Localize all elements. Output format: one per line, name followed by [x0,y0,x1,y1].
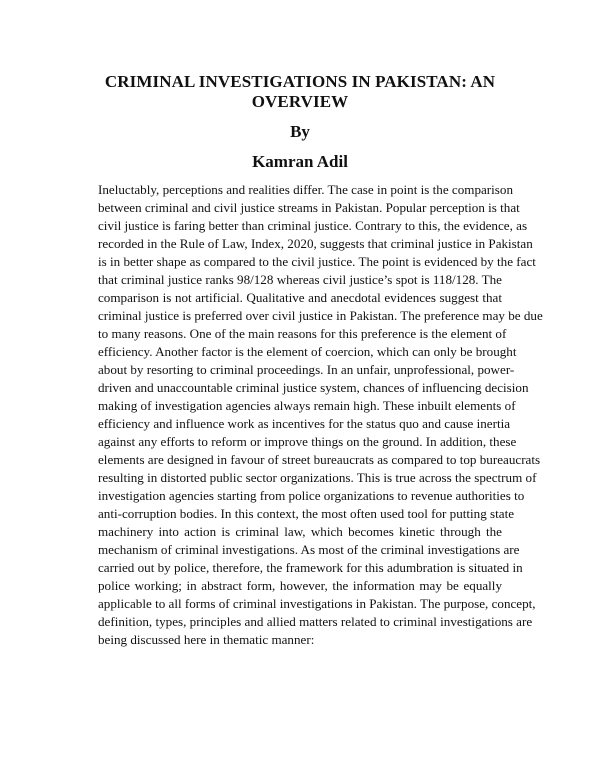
body-paragraph [98,181,543,649]
paragraph-line: Ineluctably, perceptions and realities differ. The case in point is the comparison [98,182,513,197]
paragraph-line: comparison is not artificial. Qualitative and anecdotal evidences suggest that [98,290,502,305]
document-title: CRIMINAL INVESTIGATIONS IN PAKISTAN: AN OVERVIEW [104,72,496,111]
paragraph-line: efficiency and influence work as incentives for the status quo and cause inertia [98,416,511,431]
paragraph-line: anti-corruption bodies. In this context, the most often used tool for putting state [98,506,515,521]
paragraph-line: making of investigation agencies always remain high. These inbuilt elements of [98,398,516,413]
paragraph-line: recorded in the Rule of Law, Index, 2020, suggests that criminal justice in Pakistan [98,236,533,251]
paragraph-line: machinery into action is criminal law, which becomes kinetic through the [98,524,502,539]
paragraph-line: being discussed here in thematic manner: [98,632,315,647]
paragraph-line: investigation agencies starting from police organizations to revenue authorities to [98,488,525,503]
paragraph-line: mechanism of criminal investigations. As most of the criminal investigations are [98,542,520,557]
paragraph-line: elements are designed in favour of street bureaucrats as compared to top bureaucrats [98,452,541,467]
paragraph-line: efficiency. Another factor is the element of coercion, which can only be brought [98,344,517,359]
paragraph-line: to many reasons. One of the main reasons for this preference is the element of [98,326,507,341]
paragraph-line: criminal justice is preferred over civil justice in Pakistan. The preference may be due [98,308,543,323]
paragraph-line: about by resorting to criminal proceedings. In an unfair, unprofessional, power- [98,362,515,377]
paragraph-line: is in better shape as compared to the civil justice. The point is evidenced by the fact [98,254,536,269]
paragraph-line: civil justice is faring better than criminal justice. Contrary to this, the evidence, as [98,218,528,233]
paragraph-line: that criminal justice ranks 98/128 whereas civil justice’s spot is 118/128. The [98,272,502,287]
paragraph-line: resulting in distorted public sector organizations. This is true across the spectrum of [98,470,537,485]
paragraph-line: between criminal and civil justice streams in Pakistan. Popular perception is that [98,200,520,215]
paragraph-line: applicable to all forms of criminal investigations in Pakistan. The purpose, concept, [98,596,536,611]
paragraph-line: carried out by police, therefore, the framework for this adumbration is situated in [98,560,523,575]
paragraph-line: driven and unaccountable criminal justice system, chances of influencing decision [98,380,529,395]
byline: By [290,122,310,141]
paragraph-line: police working; in abstract form, however, the information may be equally [98,578,502,593]
author-name: Kamran Adil [252,152,348,171]
paragraph-line: against any efforts to reform or improve things on the ground. In addition, these [98,434,517,449]
paragraph-line: definition, types, principles and allied matters related to criminal investigations are [98,614,533,629]
